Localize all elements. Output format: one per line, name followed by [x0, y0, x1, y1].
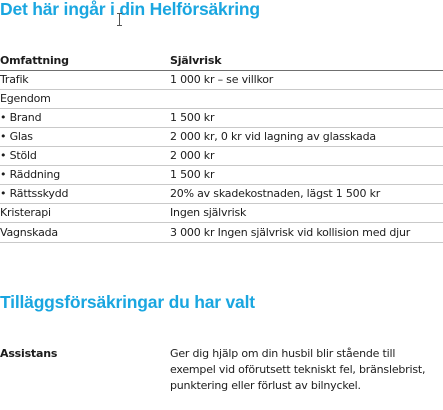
- table-row: [0, 147, 443, 166]
- coverage-table: [0, 51, 443, 243]
- table-row: [0, 109, 443, 128]
- deductible-cell: 1 500 kr: [170, 168, 215, 181]
- addons-heading: Tilläggsförsäkringar du har valt: [0, 292, 255, 312]
- deductible-cell: Ingen självrisk: [170, 206, 247, 219]
- coverage-cell: • Stöld: [0, 149, 37, 162]
- table-row: [0, 223, 443, 243]
- coverage-cell: Trafik: [0, 73, 29, 86]
- coverage-cell: Vagnskada: [0, 226, 58, 239]
- table-row: [0, 166, 443, 185]
- table-row: [0, 90, 443, 109]
- text-cursor-icon: [116, 13, 123, 26]
- column-header-coverage: Omfattning: [0, 54, 69, 67]
- deductible-cell: 20% av skadekostnaden, lägst 1 500 kr: [170, 187, 381, 200]
- column-header-deductible: Självrisk: [170, 54, 222, 67]
- table-row: [0, 185, 443, 204]
- page-title: Det här ingår i din Helförsäkring: [0, 0, 260, 19]
- deductible-cell: 1 500 kr: [170, 111, 215, 124]
- deductible-cell: 3 000 kr Ingen självrisk vid kollision med djur: [170, 226, 411, 239]
- table-row: [0, 128, 443, 147]
- addon-name: Assistans: [0, 347, 58, 360]
- coverage-cell: • Rättsskydd: [0, 187, 69, 200]
- coverage-cell: Kristerapi: [0, 206, 51, 219]
- coverage-cell: • Räddning: [0, 168, 61, 181]
- deductible-cell: 2 000 kr, 0 kr vid lagning av glasskada: [170, 130, 376, 143]
- addon-item: [0, 346, 443, 394]
- coverage-cell: Egendom: [0, 92, 51, 105]
- coverage-cell: • Glas: [0, 130, 33, 143]
- deductible-cell: 2 000 kr: [170, 149, 215, 162]
- coverage-cell: • Brand: [0, 111, 42, 124]
- addon-description: Ger dig hjälp om din husbil blir stående till exempel vid oförutsett tekniskt fel, bränslebrist, punktering eller förlust av bilnyckel.: [170, 347, 426, 392]
- table-row: [0, 204, 443, 223]
- table-header-row: [0, 51, 443, 71]
- deductible-cell: 1 000 kr – se villkor: [170, 73, 274, 86]
- table-row: [0, 71, 443, 90]
